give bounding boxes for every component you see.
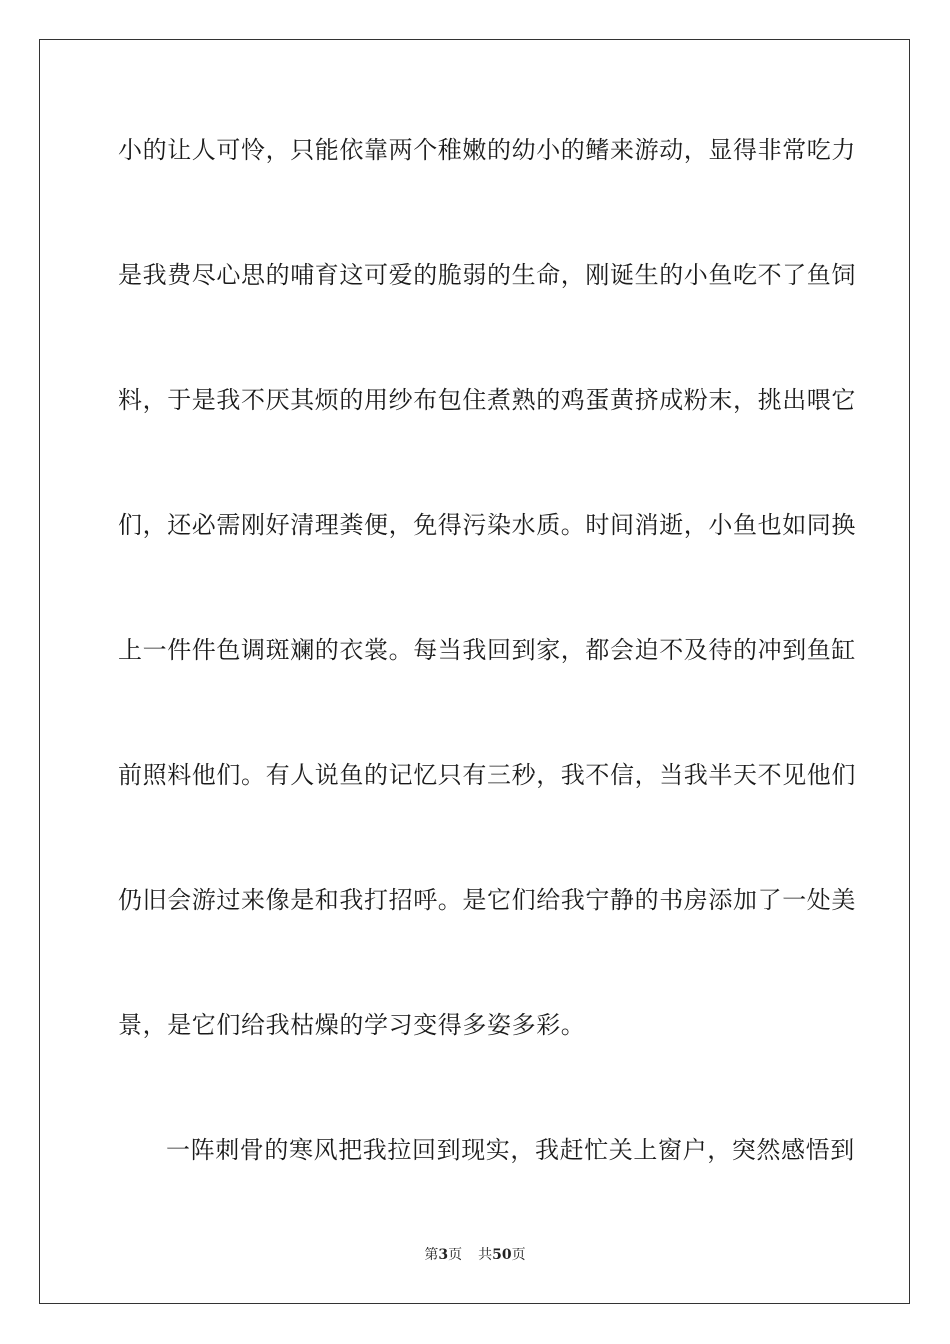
total-prefix: 共: [478, 1247, 493, 1263]
page-border: [39, 39, 910, 1304]
text-line-5: 上一件件色调斑斓的衣裳。每当我回到家，都会迫不及待的冲到鱼缸: [118, 636, 856, 664]
total-page-count: 50: [492, 1247, 512, 1263]
text-line-8: 景，是它们给我枯燥的学习变得多姿多彩。: [118, 1011, 586, 1039]
paragraph-indented-line: 一阵刺骨的寒风把我拉回到现实，我赶忙关上窗户，突然感悟到: [166, 1136, 855, 1164]
text-line-2: 是我费尽心思的哺育这可爱的脆弱的生命，刚诞生的小鱼吃不了鱼饲: [118, 261, 856, 289]
page-prefix: 第: [424, 1247, 439, 1263]
text-line-7: 仍旧会游过来像是和我打招呼。是它们给我宁静的书房添加了一处美: [118, 886, 856, 914]
page-footer: [0, 1246, 950, 1264]
page-suffix: 页: [448, 1247, 463, 1263]
text-line-4: 们，还必需刚好清理粪便，免得污染水质。时间消逝，小鱼也如同换: [118, 511, 856, 539]
current-page-number: 3: [438, 1247, 449, 1263]
text-line-6: 前照料他们。有人说鱼的记忆只有三秒，我不信，当我半天不见他们: [118, 761, 856, 789]
total-suffix: 页: [511, 1247, 526, 1263]
text-line-1: 小的让人可怜，只能依靠两个稚嫩的幼小的鳍来游动，显得非常吃力: [118, 136, 856, 164]
text-line-3: 料，于是我不厌其烦的用纱布包住煮熟的鸡蛋黄挤成粉末，挑出喂它: [118, 386, 856, 414]
